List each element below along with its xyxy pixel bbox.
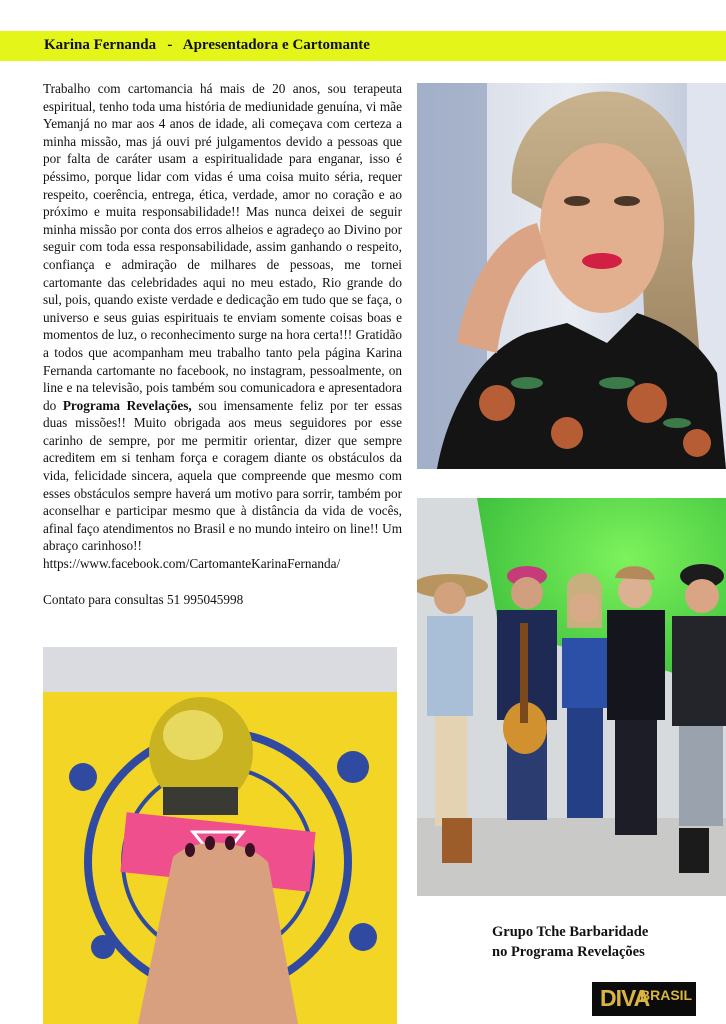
group-photo-caption <box>492 922 648 962</box>
article-text-part2: sou imensamente feliz por ter essas duas missões!! Muito obrigada aos meus seguidores por esse carinho de sempre, por me permitir orientar, dizer que sempre acreditem em si tenham força e coragem diante os obstáculos da vida, felicidade sincera, aquela que compreende que mesmo com esses obstáculos sempre haverá um motivo para sorrir, também por aconselhar e participar mesmo que à distância da vida de vocês, afinal faço atendimentos no Brasil e no mundo inteiro on line!! Um abraço carinhoso!! <box>43 397 402 554</box>
caption-line-2: no Programa Revelações <box>492 944 645 960</box>
article-body <box>43 80 402 608</box>
article-paragraph <box>43 80 402 555</box>
logo-diva-text: DIVA <box>600 985 650 1011</box>
caption-line-1: Grupo Tche Barbaridade <box>492 924 649 940</box>
crystal-ball-photo <box>43 647 397 1024</box>
diva-brasil-logo <box>592 982 696 1016</box>
contact-line: Contato para consultas 51 995045998 <box>43 591 244 607</box>
page-title: Karina Fernanda - Apresentadora e Cartomante <box>44 37 370 53</box>
group-photo <box>417 498 726 896</box>
facebook-link[interactable]: https://www.facebook.com/CartomanteKarinaFernanda/ <box>43 556 341 572</box>
program-name: Programa Revelações, <box>62 397 192 413</box>
portrait-photo <box>417 83 726 469</box>
logo-brasil-text: BRASIL <box>640 987 693 1003</box>
article-text-part1: Trabalho com cartomancia há mais de 20 anos, sou terapeuta espiritual, tenho toda uma história de mediunidade genuína, vi mãe Yemanjá no mar aos 4 anos de idade, ali começava com certeza a minha missão, mas já ouvi pré julgamentos devido a pessoas que por falta de caráter usam a espiritualidade para enganar, isso é péssimo, porque lidar com vidas é uma coisa muito séria, requer respeito, coerência, entrega, ética, verdade, amor no coração e ao próximo e muita responsabilidade!! Mas nunca deixei de seguir minha missão por conta dos erros alheios e agradeço ao Divino por seguir com toda essa responsabilidade, assim ganhando o respeito, confiança e admiração de milhares de pessoas, me tornei cartomante das celebridades aqui no meu estado, Rio grande do sul, pois, quando existe verdade e dedicação em tudo que se faça, o universo e seus guias espirituais te enviam somente coisas boas e momentos de luz, o reconhecimento surge na hora certa!!! Gratidão a todos que acompanham meu trabalho tanto pela página Karina Fernanda cartomante no facebook, no instagram, pessoalmente, on line e na televisão, pois também sou comunicadora e apresentadora do <box>43 81 402 413</box>
